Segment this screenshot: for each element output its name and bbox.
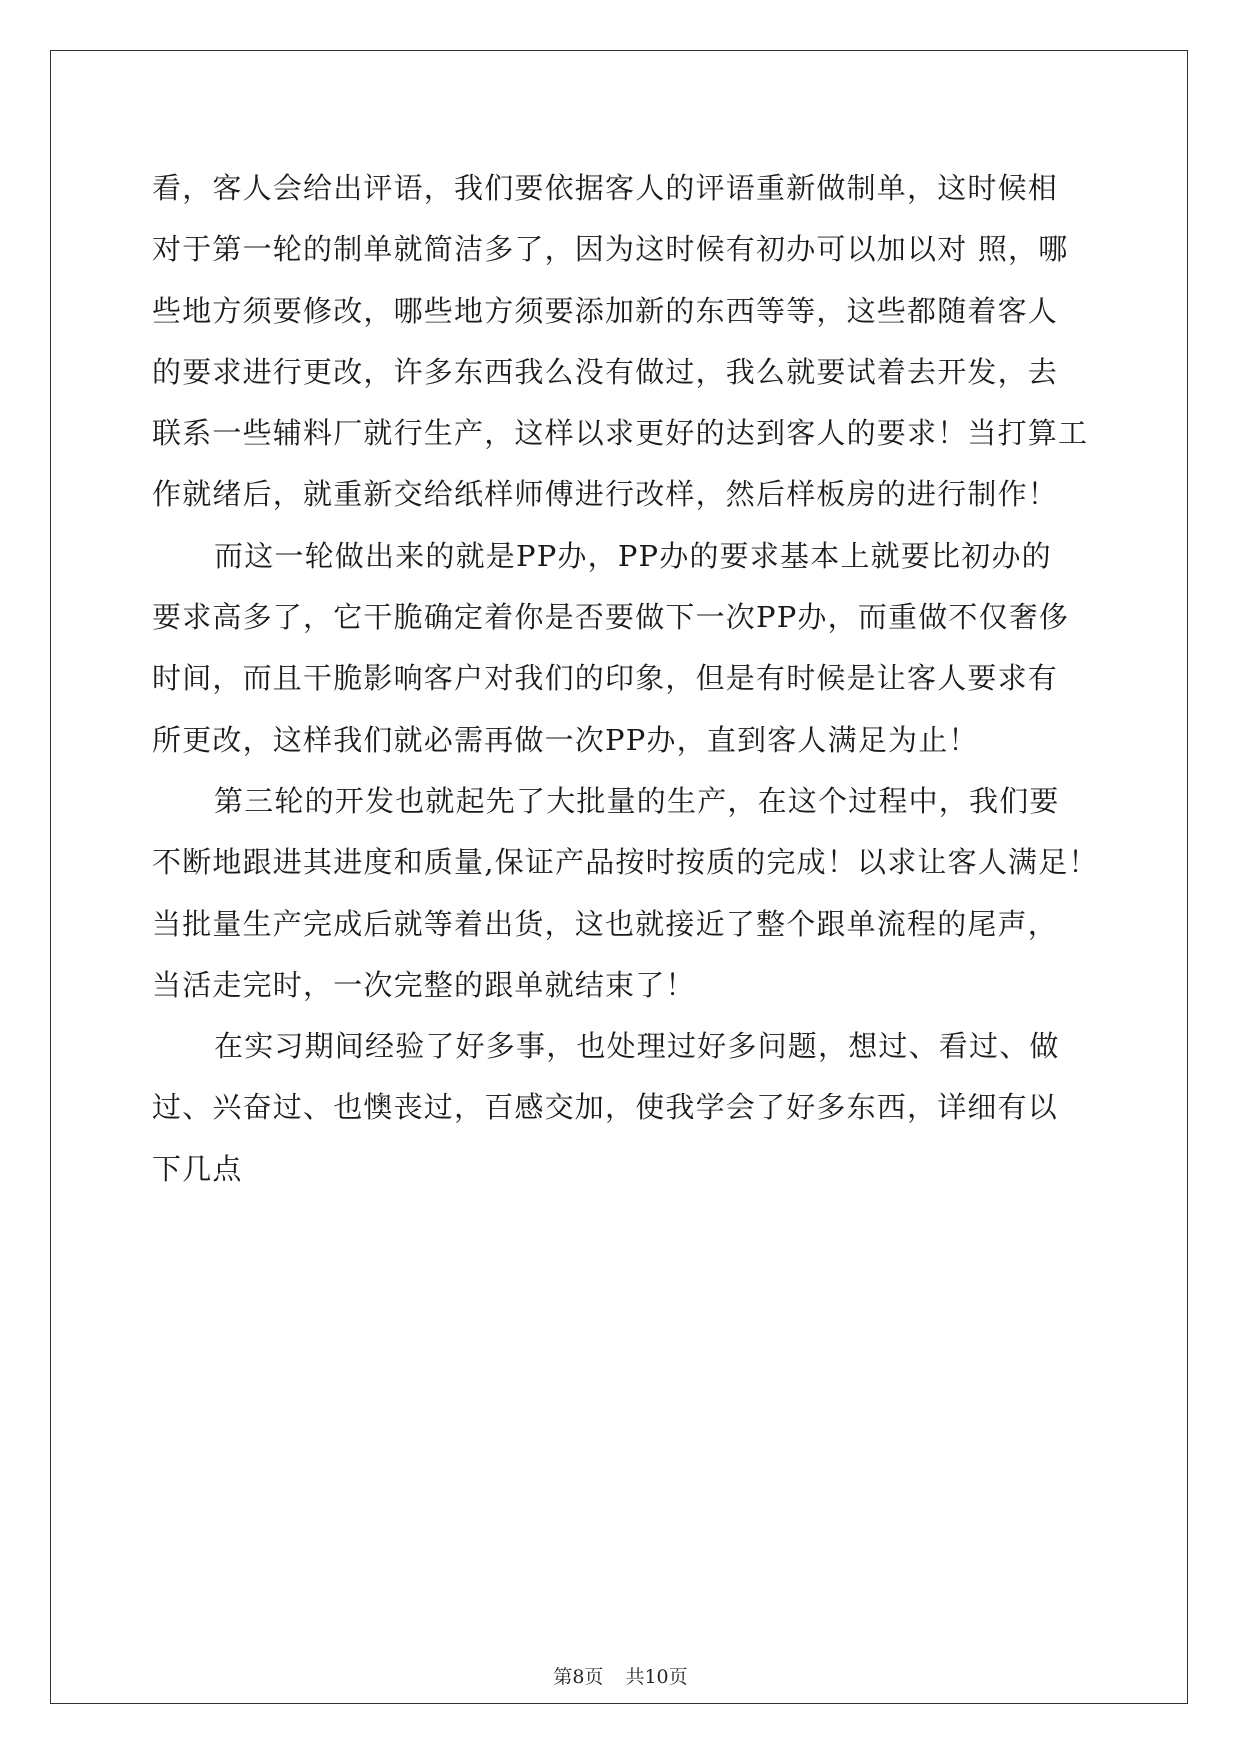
- text-line: 要求高多了，它干脆确定着你是否要做下一次PP办，而重做不仅奢侈: [152, 600, 1070, 635]
- text-line: 所更改，这样我们就必需再做一次PP办，直到客人满足为止！: [152, 722, 979, 757]
- text-line: 些地方须要修改，哪些地方须要添加新的东西等等，这些都随着客人: [152, 293, 1059, 328]
- text-line: 的要求进行更改，许多东西我么没有做过，我么就要试着去开发，去: [152, 354, 1059, 389]
- text-line: 时间，而且干脆影响客户对我们的印象，但是有时候是让客人要求有: [152, 661, 1059, 696]
- text-line: 而这一轮做出来的就是PP办，PP办的要求基本上就要比初办的: [214, 538, 1052, 573]
- page-number: 第8页: [553, 1666, 604, 1688]
- text-line: 过、兴奋过、也懊丧过，百感交加，使我学会了好多东西，详细有以: [152, 1090, 1059, 1125]
- text-line: 看，客人会给出评语，我们要依据客人的评语重新做制单，这时候相: [152, 171, 1059, 205]
- text-line: 当活走完时，一次完整的跟单就结束了！: [152, 967, 696, 1002]
- document-body: [152, 158, 1099, 1200]
- text-line: 对于第一轮的制单就简洁多了，因为这时候有初办可以加以对 照，哪: [152, 232, 1069, 267]
- text-line: 不断地跟进其进度和质量,保证产品按时按质的完成！以求让客人满足！: [152, 845, 1099, 880]
- text-line: 第三轮的开发也就起先了大批量的生产，在这个过程中，我们要: [214, 783, 1060, 818]
- page-total: 共10页: [625, 1666, 688, 1688]
- text-line: 联系一些辅料厂就行生产，这样以求更好的达到客人的要求！当打算工: [152, 416, 1089, 451]
- page-footer: [0, 1662, 1241, 1689]
- text-line: 在实习期间经验了好多事，也处理过好多问题，想过、看过、做: [214, 1029, 1060, 1064]
- text-line: 当批量生产完成后就等着出货，这也就接近了整个跟单流程的尾声，: [152, 906, 1059, 941]
- text-line: 下几点: [152, 1151, 243, 1186]
- text-line: 作就绪后，就重新交给纸样师傅进行改样，然后样板房的进行制作！: [152, 477, 1059, 512]
